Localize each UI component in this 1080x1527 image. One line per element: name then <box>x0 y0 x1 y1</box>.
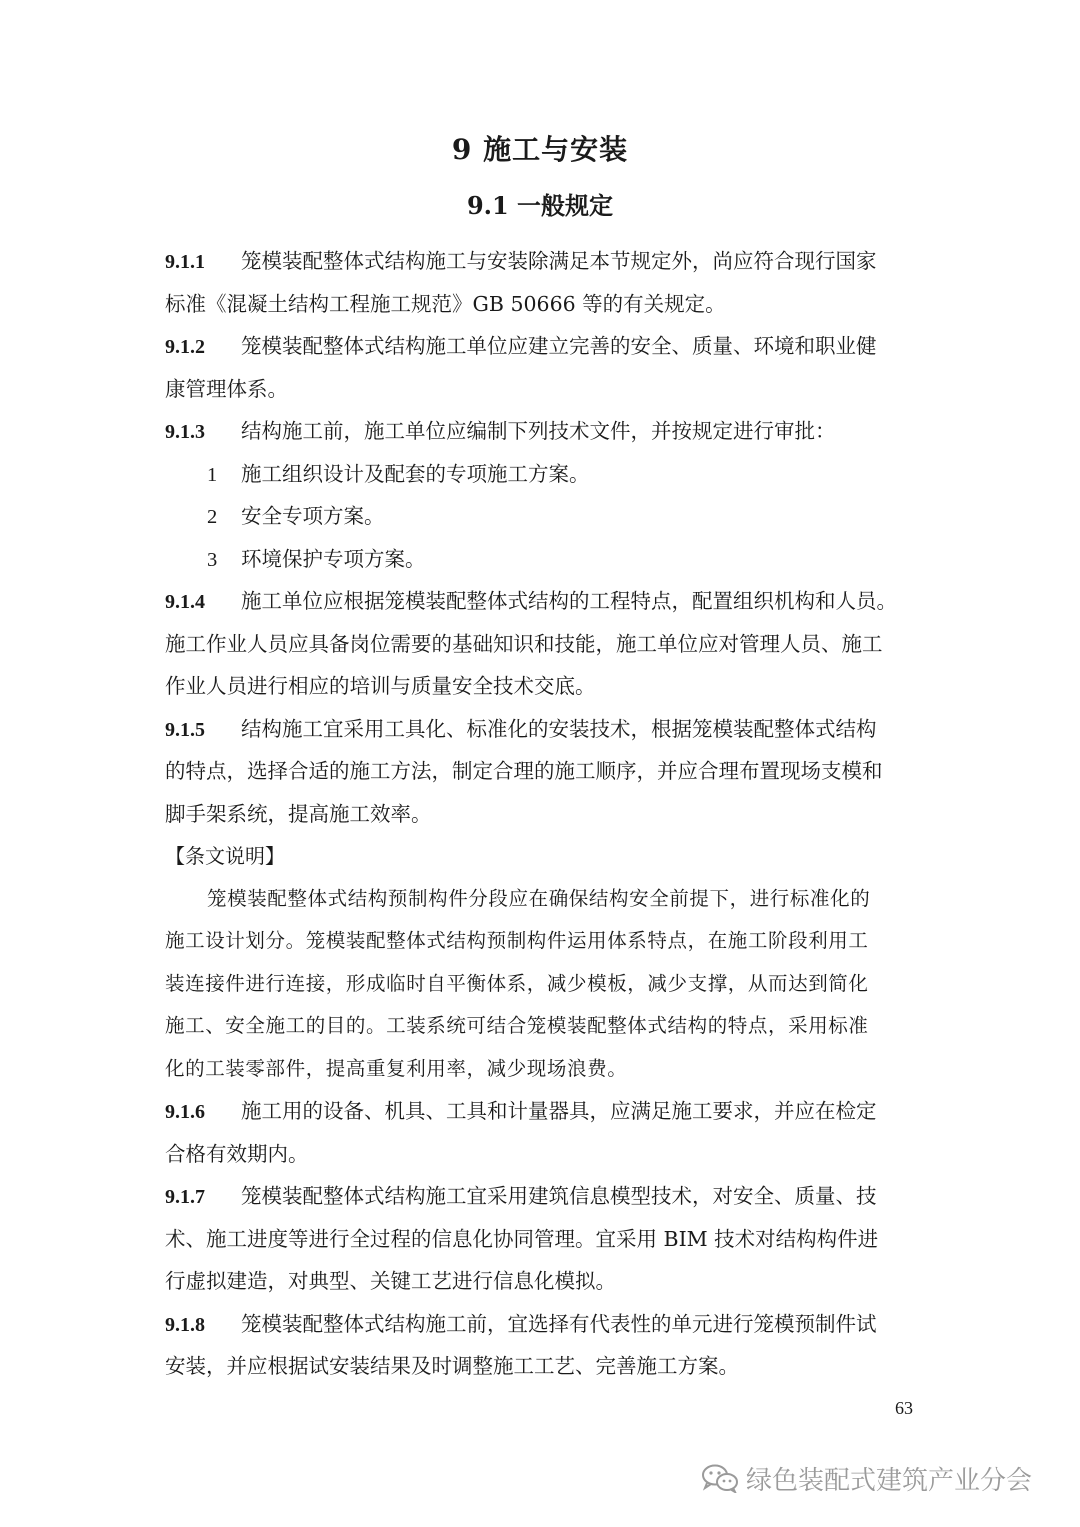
clause-number: 9.1.5 <box>165 718 205 741</box>
list-item-number: 1 <box>207 463 218 486</box>
clause-number: 9.1.1 <box>165 251 205 273</box>
continuation-line: 施工作业人员应具备岗位需要的基础知识和技能，施工单位应对管理人员、施工 <box>165 631 883 656</box>
page-number: 63 <box>895 1398 913 1418</box>
clause-text: 施工用的设备、机具、工具和计量器具，应满足施工要求，并应在检定 <box>241 1099 877 1123</box>
clause-line <box>165 240 917 283</box>
clause-text: 施工单位应根据笼模装配整体式结构的工程特点，配置组织机构和人员。 <box>241 589 897 613</box>
clause-text: 笼模装配整体式结构施工宜采用建筑信息模型技术，对安全、质量、技 <box>241 1184 877 1208</box>
continuation-line: 安装，并应根据试安装结果及时调整施工工艺、完善施工方案。 <box>165 1354 739 1378</box>
continuation-line: 作业人员进行相应的培训与质量安全技术交底。 <box>165 674 596 698</box>
watermark-text: 绿色装配式建筑产业分会 <box>746 1465 1033 1496</box>
note-heading: 【条文说明】 <box>165 844 285 868</box>
clause-text: 笼模装配整体式结构施工与安装除满足本节规定外，尚应符合现行国家 <box>241 249 877 273</box>
continuation-line: 康管理体系。 <box>165 376 288 401</box>
list-item-text: 施工组织设计及配套的专项施工方案。 <box>241 461 590 486</box>
list-item <box>165 495 917 538</box>
clause-line <box>165 410 917 453</box>
clause-number: 9.1.3 <box>165 421 205 443</box>
clause-number: 9.1.7 <box>165 1186 205 1208</box>
note-text-line: 施工设计划分。笼模装配整体式结构预制构件运用体系特点，在施工阶段利用工 <box>165 929 869 952</box>
list-item <box>165 453 917 496</box>
clause-text: 笼模装配整体式结构施工单位应建立完善的安全、质量、环境和职业健 <box>241 334 877 358</box>
continuation-line: 脚手架系统，提高施工效率。 <box>165 801 432 826</box>
clause-number: 9.1.4 <box>165 591 205 613</box>
clause-number: 9.1.6 <box>165 1101 205 1123</box>
clause-text: 笼模装配整体式结构施工前，宜选择有代表性的单元进行笼模预制件试 <box>241 1311 877 1336</box>
note-text-line: 化的工装零部件，提高重复利用率，减少现场浪费。 <box>165 1056 628 1080</box>
note-text-line: 笼模装配整体式结构预制构件分段应在确保结构安全前提下，进行标准化的 <box>207 886 871 910</box>
section-title: 9.1 一般规定 <box>466 191 614 220</box>
clause-line <box>165 325 917 368</box>
list-item-number: 2 <box>207 506 218 528</box>
note-text-line: 装连接件进行连接，形成临时自平衡体系，减少模板，减少支撑，从而达到简化 <box>165 971 869 995</box>
list-item-text: 环境保护专项方案。 <box>241 546 426 571</box>
list-item-text: 安全专项方案。 <box>241 504 385 528</box>
clause-line <box>165 1303 917 1346</box>
continuation-line: 的特点，选择合适的施工方法，制定合理的施工顺序，并应合理布置现场支模和 <box>165 759 883 783</box>
continuation-line: 术、施工进度等进行全过程的信息化协同管理。宜采用 BIM 技术对结构构件进 <box>165 1226 879 1251</box>
list-item <box>165 538 917 581</box>
watermark <box>700 1458 1032 1498</box>
clause-line <box>165 1175 917 1218</box>
document-body <box>165 240 917 1388</box>
clause-line <box>165 1090 917 1133</box>
continuation-line: 合格有效期内。 <box>165 1141 309 1166</box>
continuation-line: 行虚拟建造，对典型、关键工艺进行信息化模拟。 <box>165 1269 616 1293</box>
clause-text: 结构施工前，施工单位应编制下列技术文件，并按规定进行审批： <box>241 419 836 443</box>
clause-text: 结构施工宜采用工具化、标准化的安装技术，根据笼模装配整体式结构 <box>241 716 877 741</box>
clause-number: 9.1.2 <box>165 336 205 358</box>
clause-line <box>165 580 917 623</box>
continuation-line: 标准《混凝土结构工程施工规范》GB 50666 等的有关规定。 <box>165 291 726 316</box>
list-item-number: 3 <box>207 548 218 571</box>
note-text-line: 施工、安全施工的目的。工装系统可结合笼模装配整体式结构的特点，采用标准 <box>165 1014 869 1037</box>
clause-line <box>165 708 917 751</box>
clause-number: 9.1.8 <box>165 1313 205 1336</box>
wechat-icon <box>700 1463 740 1493</box>
chapter-title: 9 施工与安装 <box>451 133 629 166</box>
